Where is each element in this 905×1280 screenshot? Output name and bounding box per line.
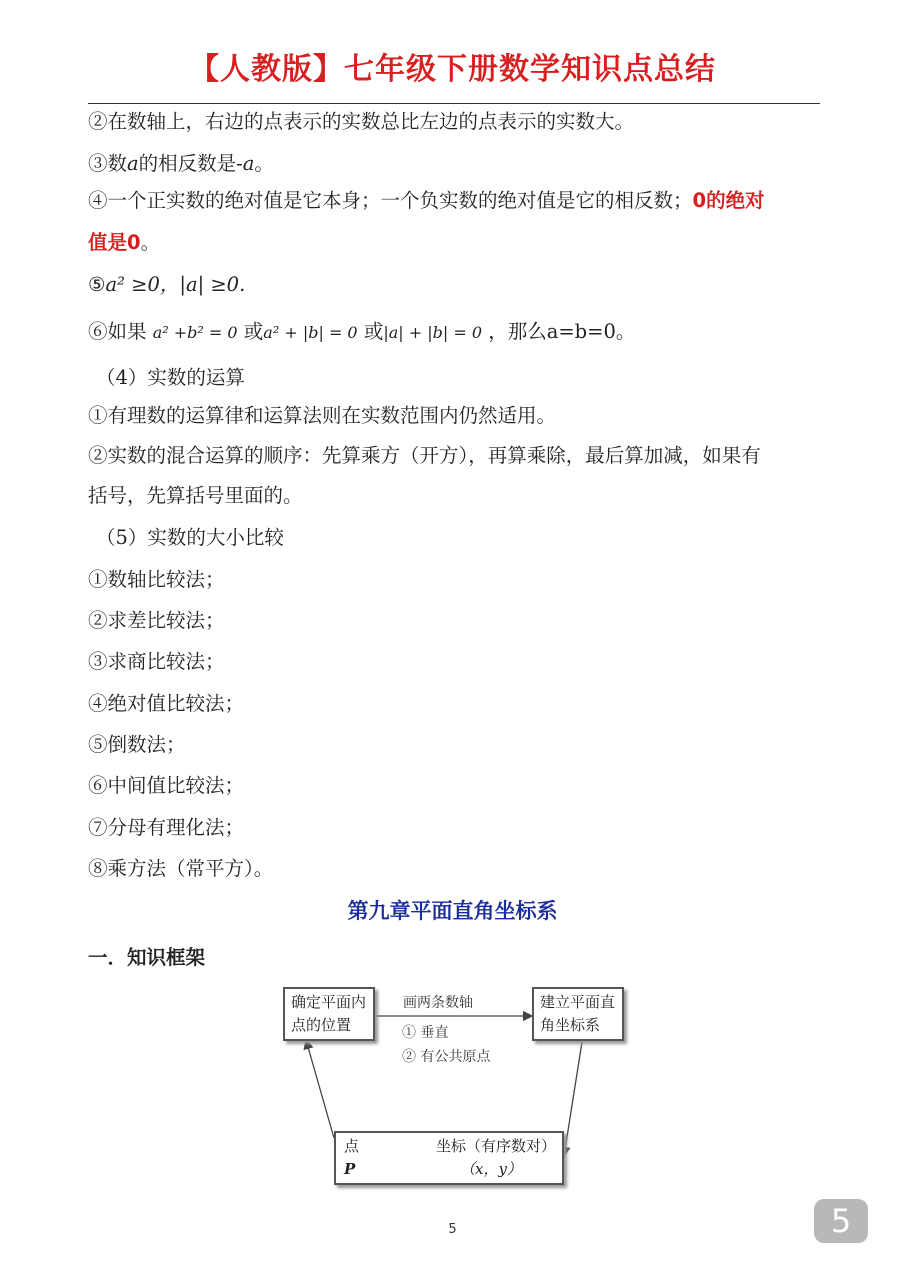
math: a² ≥0，|a| ≥0. (105, 273, 246, 296)
text: 的相反数是- (138, 152, 243, 175)
method-2: ②求差比较法； (88, 609, 225, 632)
math: a² +b² = 0 (152, 323, 238, 342)
section-heading: 一．知识框架 (88, 946, 206, 969)
var: a (127, 152, 139, 175)
method-4: ④绝对值比较法； (88, 692, 245, 715)
page-number: 5 (448, 1222, 457, 1237)
highlight-text: 0的绝对 (692, 189, 765, 212)
method-8: ⑧乘方法（常平方）。 (88, 857, 274, 880)
highlight-text: 值是0 (88, 231, 141, 254)
box-text: P (344, 1160, 356, 1178)
subheading-5: （5）实数的大小比较 (96, 526, 284, 549)
item-3 (88, 148, 274, 176)
math: |a| + |b| = 0 (383, 323, 483, 342)
subheading-4: （4）实数的运算 (96, 366, 245, 389)
box-build-coordinate (532, 987, 624, 1041)
text: ⑥如果 (88, 320, 147, 343)
item-6 (88, 316, 635, 344)
text: 或 (243, 320, 264, 343)
math: a² + |b| = 0 (263, 323, 358, 342)
text: 。 (140, 231, 161, 254)
arrow-label: 画两条数轴 (403, 995, 473, 1011)
condition-2: ② 有公共原点 (402, 1049, 491, 1065)
text: ⑤ (88, 273, 106, 296)
item-2: ②在数轴上，右边的点表示的实数总比左边的点表示的实数大。 (88, 110, 635, 133)
box-text: 建立平面直 (540, 993, 616, 1011)
op-1: ①有理数的运算律和运算法则在实数范围内仍然适用。 (88, 404, 557, 427)
arrow-right (564, 1042, 582, 1156)
method-5: ⑤倒数法； (88, 733, 186, 756)
method-1: ①数轴比较法； (88, 568, 225, 591)
page-title: 【人教版】七年级下册数学知识点总结 (189, 52, 716, 87)
page-badge: 5 (814, 1199, 868, 1243)
title-rule (88, 103, 820, 104)
box-text: 角坐标系 (540, 1016, 601, 1034)
box-text: 点的位置 (291, 1016, 352, 1034)
var: a (242, 152, 255, 175)
method-3: ③求商比较法； (88, 650, 225, 673)
op-2: ②实数的混合运算的顺序：先算乘方（开方），再算乘除，最后算加减，如果有 (88, 444, 761, 467)
text: ③数 (88, 152, 128, 175)
box-locate-point (283, 987, 375, 1041)
chapter-title: 第九章平面直角坐标系 (347, 899, 558, 923)
op-2-cont: 括号，先算括号里面的。 (88, 484, 303, 507)
method-7: ⑦分母有理化法； (88, 816, 245, 839)
arrow-left (306, 1040, 334, 1138)
method-6: ⑥中间值比较法； (88, 774, 245, 797)
item-4 (88, 185, 765, 213)
text: 或 (363, 320, 384, 343)
text: 。 (254, 152, 274, 175)
text: ，那么a=b=0。 (488, 320, 636, 343)
item-4-cont (88, 227, 160, 255)
text: ④一个正实数的绝对值是它本身；一个负实数的绝对值是它的相反数； (88, 189, 693, 212)
box-text: 确定平面内 (291, 993, 367, 1011)
box-text: 坐标（有序数对） (436, 1137, 557, 1155)
box-point-coordinate (334, 1131, 564, 1185)
condition-1: ① 垂直 (402, 1025, 449, 1041)
box-text: （x，y） (460, 1160, 522, 1178)
box-text: 点 (344, 1137, 360, 1155)
item-5 (88, 269, 245, 297)
